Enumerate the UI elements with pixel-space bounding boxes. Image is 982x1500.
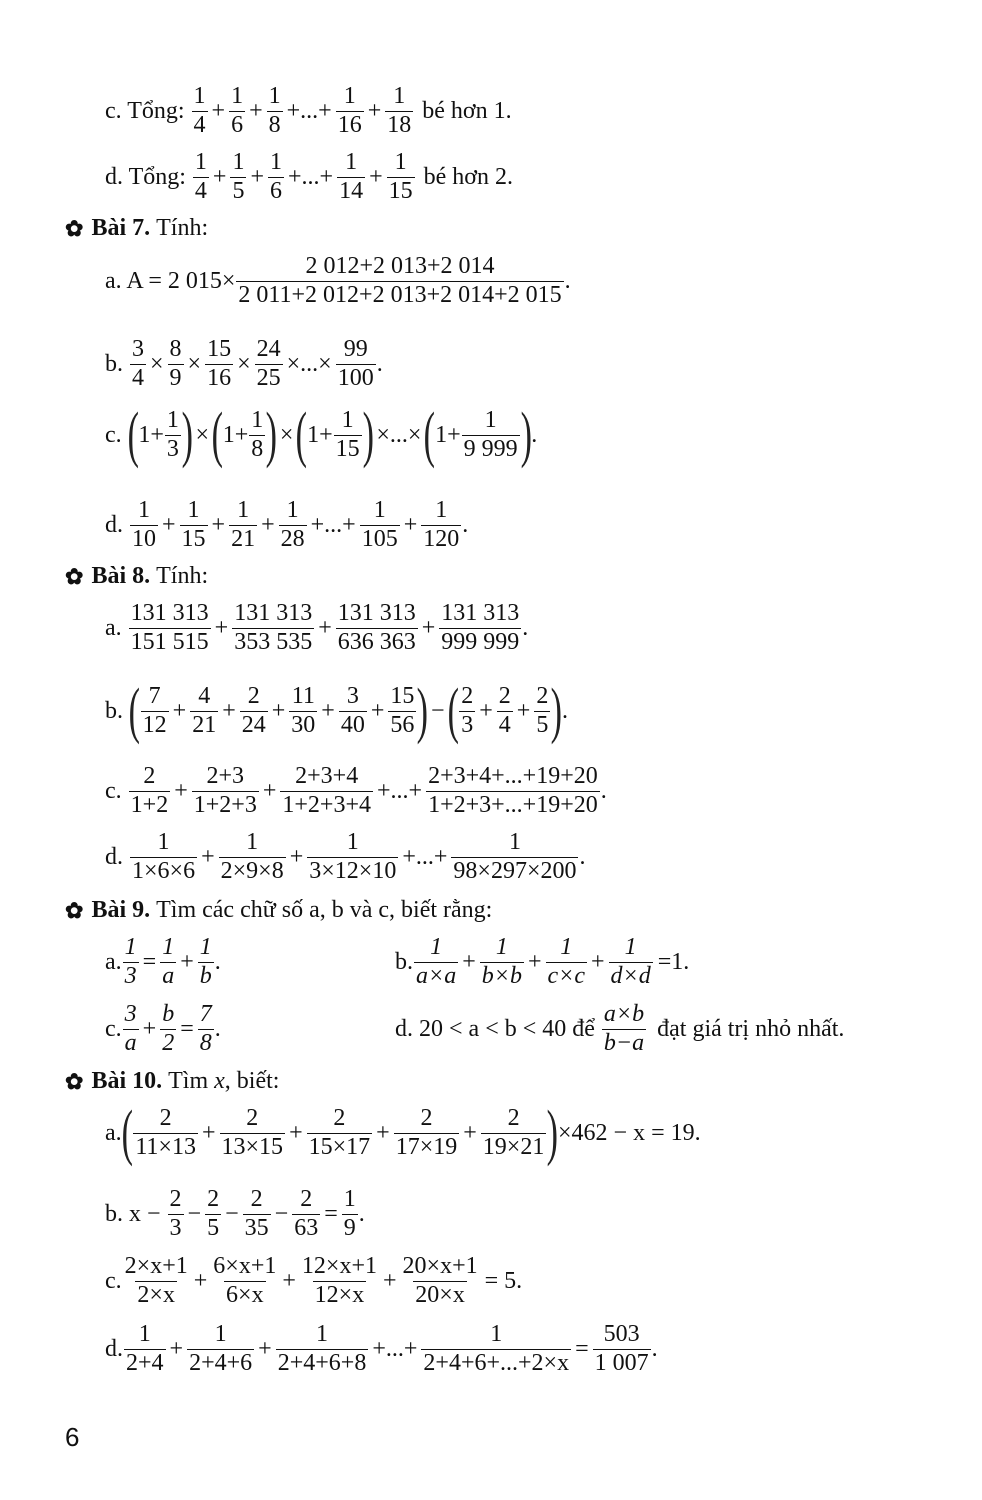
fraction: $\frac{2}{24}$ [241,683,266,738]
problem-10c: c. $\frac{2\times x+1}{2\times x}$ + $\frac{6\times x+1}{6\times x}$ + $\frac{12\times x+1}{12\times x}$ + $\frac{20\times x+1}{20\times x}$ = 5. [105,1253,523,1308]
fraction: $\frac{99}{100}$ [337,336,374,391]
fraction: $\frac{1}{16}$ [337,83,362,138]
fraction: $\frac{1}{105}$ [361,497,398,552]
problem-6c: c. Tổng: $\frac{1}{4}$ + $\frac{1}{6}$ + $\frac{1}{8}$ +...+ $\frac{1}{16}$ + $\frac{1}{18}$ bé hơn 1. [105,83,512,138]
fraction: $\frac{131 313}{999 999}$ [441,600,520,655]
problem-8c: c. $\frac{2}{1+2}$ + $\frac{2+3}{1+2+3}$ + $\frac{2+3+4}{1+2+3+4}$ +...+ $\frac{2+3+4+...+19+20}{1+2+3+...+19+20}$ . [105,763,607,818]
fraction: $\frac{2+3}{1+2+3}$ [193,763,257,818]
fraction: $\frac{1}{18}$ [387,83,412,138]
item-label: a. [105,948,122,975]
fraction: $\frac{2}{11\times 13}$ [135,1105,196,1160]
exercise-title: Bài 8. [91,563,151,589]
fraction: $\frac{503}{1 007}$ [594,1321,649,1376]
statement-text: đạt giá trị nhỏ nhất. [657,1015,845,1042]
item-label: c. [105,777,122,804]
flower-icon: ✿ [65,563,84,589]
fraction: $\frac{12\times x+1}{12\times x}$ [301,1253,377,1308]
fraction: $\frac{1}{6}$ [231,83,244,138]
fraction: $\frac{2+3+4}{1+2+3+4}$ [282,763,371,818]
fraction: $\frac{a\times b}{b-a}$ [603,1001,645,1056]
problem-10b: b. x − $\frac{2}{3}$ − $\frac{2}{5}$ − $\frac{2}{35}$ − $\frac{2}{63}$ = $\frac{1}{9}$ . [105,1186,365,1241]
fraction: $\frac{1}{21}$ [231,497,256,552]
problem-8b: b. ( $\frac{7}{12}$ + $\frac{4}{21}$ + $\frac{2}{24}$ + $\frac{11}{30}$ + $\frac{3}{40}$ + $\frac{15}{56}$ ) − ( $\frac{2}{3}$ + $\frac{2}{4}$ + $\frac{2}{5}$ ) . [105,676,568,745]
fraction: $\frac{1}{4}$ [193,83,206,138]
fraction: $\frac{24}{25}$ [256,336,281,391]
fraction: $\frac{1}{15}$ [388,149,413,204]
item-label: d. [105,843,123,870]
exercise-7-heading [65,215,208,242]
exercise-instruction: Tìm x, biết: [168,1068,280,1094]
fraction: $\frac{1}{3\times 12\times 10}$ [309,829,397,884]
fraction: $\frac{1}{5}$ [232,149,245,204]
item-label: a. [105,614,122,641]
problem-9d [395,1002,844,1057]
item-label: b. [395,948,413,975]
exercise-instruction: Tìm các chữ số a, b và c, biết rằng: [156,897,493,923]
fraction: $\frac{131 313}{636 363}$ [337,600,416,655]
fraction: $\frac{2}{5}$ [536,683,549,738]
statement-text: bé hơn 1. [422,97,512,124]
fraction: $\frac{2 012+2 013+2 014}{2 011+2 012+2 013+2 014+2 015}$ [238,253,562,308]
fraction: $\frac{1}{4}$ [194,149,207,204]
fraction: $\frac{1}{2\times 9\times 8}$ [220,829,284,884]
problem-7b: b. $\frac{3}{4}$ × $\frac{8}{9}$ × $\frac{15}{16}$ × $\frac{24}{25}$ ×...× $\frac{99}{100}$ . [105,336,383,391]
fraction: $\frac{1}{10}$ [132,497,156,552]
fraction: $\frac{1}{a\times a}$ [416,934,457,989]
fraction: $\frac{15}{16}$ [207,336,232,391]
fraction: $\frac{1}{2+4+6+8}$ [277,1321,367,1376]
exercise-9-heading [65,897,492,924]
problem-7c: c. ( 1+ $\frac{1}{3}$ ) × ( 1+ $\frac{1}{8}$ ) × ( 1+ $\frac{1}{15}$ ) ×...× ( 1+ $\frac{1}{9 999}$ ) . [105,400,538,469]
exercise-instruction: Tính: [156,563,209,589]
item-label: d. [105,511,123,538]
problem-7d: d. $\frac{1}{10}$ + $\frac{1}{15}$ + $\frac{1}{21}$ + $\frac{1}{28}$ +...+ $\frac{1}{105}$ + $\frac{1}{120}$ . [105,497,469,552]
fraction: $\frac{7}{8}$ [199,1001,212,1056]
flower-icon: ✿ [65,1068,84,1094]
problem-10d: d. $\frac{1}{2+4}$ + $\frac{1}{2+4+6}$ + $\frac{1}{2+4+6+8}$ +...+ $\frac{1}{2+4+6+...+2\times x}$ = $\frac{503}{1 007}$ . [105,1321,658,1376]
problem-7a: a. A = 2 015× $\frac{2 012+2 013+2 014}{2 011+2 012+2 013+2 014+2 015}$ . [105,253,571,308]
fraction: $\frac{2}{4}$ [498,683,511,738]
fraction: $\frac{2}{35}$ [244,1186,269,1241]
problem-6d: d. Tổng: $\frac{1}{4}$ + $\frac{1}{5}$ + $\frac{1}{6}$ +...+ $\frac{1}{14}$ + $\frac{1}{15}$ bé hơn 2. [105,149,513,204]
flower-icon: ✿ [65,215,84,241]
fraction: $\frac{1}{2+4}$ [126,1321,164,1376]
fraction: $\frac{1}{98\times 297\times 200}$ [453,829,577,884]
fraction: $\frac{1}{9 999}$ [463,407,518,462]
item-label: c. [105,421,122,448]
fraction: $\frac{b}{2}$ [162,1001,175,1056]
fraction: $\frac{1}{b\times b}$ [481,934,522,989]
fraction: $\frac{11}{30}$ [291,683,316,738]
fraction: $\frac{1}{3}$ [166,407,179,462]
fraction: $\frac{2+3+4+...+19+20}{1+2+3+...+19+20}$ [428,763,598,818]
fraction: $\frac{20\times x+1}{20\times x}$ [402,1253,478,1308]
fraction: $\frac{1}{1\times 6\times 6}$ [132,829,196,884]
fraction: $\frac{131 313}{151 515}$ [130,600,209,655]
exercise-title: Bài 10. [91,1068,163,1094]
problem-8d: d. $\frac{1}{1\times 6\times 6}$ + $\frac{1}{2\times 9\times 8}$ + $\frac{1}{3\times 12\times 10}$ +...+ $\frac{1}{98\times 297\times 200}$ . [105,829,586,884]
fraction: $\frac{3}{4}$ [132,336,144,391]
exercise-title: Bài 9. [91,897,151,923]
problem-9c: c. $\frac{3}{a}$ + $\frac{b}{2}$ = $\frac{7}{8}$ . [105,1001,221,1056]
fraction: $\frac{2}{3}$ [461,683,474,738]
problem-10a: a. ( $\frac{2}{11\times 13}$ + $\frac{2}{13\times 15}$ + $\frac{2}{15\times 17}$ + $\frac{2}{17\times 19}$ + $\frac{2}{19\times 21}$ ) ×462 − x = 19. [105,1098,701,1167]
fraction: $\frac{8}{9}$ [169,336,182,391]
fraction: $\frac{2}{15\times 17}$ [308,1105,371,1160]
item-label: b. [105,350,123,377]
fraction: $\frac{1}{15}$ [335,407,360,462]
fraction: $\frac{2\times x+1}{2\times x}$ [124,1253,188,1308]
item-label: c. Tổng: [105,97,185,124]
flower-icon: ✿ [65,897,84,923]
exercise-8-heading [65,563,208,590]
fraction: $\frac{1}{2+4+6}$ [189,1321,253,1376]
fraction: $\frac{2}{19\times 21}$ [482,1105,545,1160]
fraction: $\frac{6\times x+1}{6\times x}$ [213,1253,277,1308]
problem-9a: a. $\frac{1}{3}$ = $\frac{1}{a}$ + $\frac{1}{b}$ . [105,934,221,989]
item-label: a. [105,1119,122,1146]
fraction: $\frac{1}{b}$ [199,934,212,989]
fraction: $\frac{1}{15}$ [181,497,206,552]
item-label: d. Tổng: [105,163,186,190]
fraction: $\frac{4}{21}$ [192,683,217,738]
fraction: $\frac{1}{c\times c}$ [547,934,585,989]
page-number: 6 [65,1422,80,1452]
statement-text: bé hơn 2. [423,163,513,190]
fraction: $\frac{2}{13\times 15}$ [221,1105,284,1160]
item-label: b. x − [105,1200,161,1227]
item-label: d. 20 < a < b < 40 để [395,1015,595,1042]
fraction: $\frac{2}{3}$ [169,1186,182,1241]
item-label: a. A = 2 015× [105,267,236,294]
fraction: $\frac{2}{5}$ [207,1186,220,1241]
fraction: $\frac{2}{63}$ [294,1186,319,1241]
exercise-title: Bài 7. [91,215,151,241]
fraction: $\frac{1}{8}$ [268,83,281,138]
fraction: $\frac{1}{6}$ [270,149,282,204]
exercise-instruction: Tính: [156,215,209,241]
fraction: $\frac{1}{8}$ [251,407,264,462]
fraction: $\frac{1}{9}$ [343,1186,356,1241]
fraction: $\frac{3}{40}$ [340,683,365,738]
fraction: $\frac{1}{2+4+6+...+2\times x}$ [423,1321,570,1376]
item-label: c. [105,1267,122,1294]
fraction: $\frac{3}{a}$ [124,1001,137,1056]
fraction: $\frac{1}{14}$ [339,149,364,204]
item-label: c. [105,1015,122,1042]
problem-9b: b. $\frac{1}{a\times a}$ + $\frac{1}{b\times b}$ + $\frac{1}{c\times c}$ + $\frac{1}{d\times d}$ =1. [395,934,690,989]
fraction: $\frac{7}{12}$ [142,683,167,738]
problem-8a: a. $\frac{131 313}{151 515}$ + $\frac{131 313}{353 535}$ + $\frac{131 313}{636 363}$ + $\frac{131 313}{999 999}$ . [105,600,529,655]
fraction: $\frac{131 313}{353 535}$ [234,600,313,655]
item-label: d. [105,1335,123,1362]
fraction: $\frac{1}{28}$ [280,497,305,552]
fraction: $\frac{2}{17\times 19}$ [395,1105,458,1160]
item-label: b. [105,697,123,724]
fraction: $\frac{1}{120}$ [423,497,460,552]
fraction: $\frac{1}{d\times d}$ [610,934,651,989]
fraction: $\frac{1}{3}$ [124,934,137,989]
exercise-10-heading [65,1068,279,1095]
fraction: $\frac{2}{1+2}$ [130,763,169,818]
fraction: $\frac{15}{56}$ [390,683,415,738]
fraction: $\frac{1}{a}$ [162,934,175,989]
